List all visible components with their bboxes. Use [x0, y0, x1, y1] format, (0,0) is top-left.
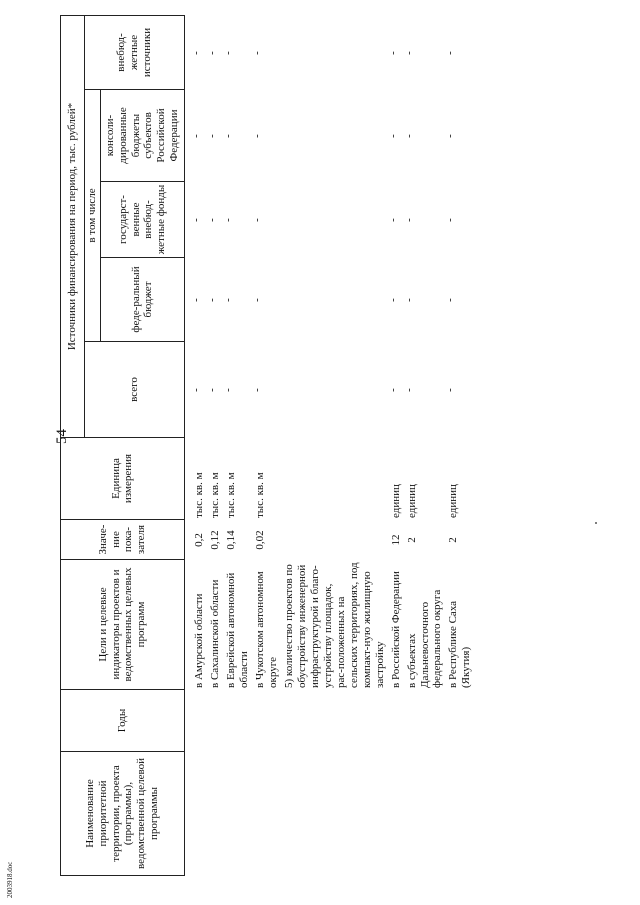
stray-dot — [595, 522, 597, 524]
page-number: 54 — [54, 429, 70, 444]
header-federal: феде-ральный бюджет — [100, 258, 184, 342]
header-incl: в том числе — [85, 90, 101, 342]
cell-regional: - — [221, 134, 234, 138]
cell-years — [387, 690, 403, 752]
cell-offbudget — [280, 16, 387, 90]
header-state-funds: государст-венные внебюд-жетные фонды — [100, 182, 184, 258]
cell-total — [280, 342, 387, 438]
cell-unit: тыс. кв. м — [208, 472, 221, 518]
cell-goal: в Еврейской автономной области — [224, 572, 250, 688]
cell-offbudget: - — [190, 51, 202, 55]
table-row — [222, 16, 251, 876]
cell-regional: - — [444, 134, 457, 138]
cell-total: - — [205, 388, 218, 392]
cell-unit — [280, 438, 387, 520]
header-name: Наименование приоритетной территории, проекта (программы), ведомственной целевой программы — [61, 752, 185, 876]
table-row — [280, 16, 387, 876]
cell-value: 0,02 — [253, 530, 266, 550]
cell-offbudget: - — [221, 51, 234, 55]
cell-goal: в субъектах Дальневосточного федерального округа — [405, 589, 444, 688]
cell-unit: единиц — [405, 484, 418, 518]
header-offbudget: внебюд-жетные источники — [85, 15, 185, 89]
table-row — [387, 16, 403, 876]
cell-name — [444, 752, 473, 876]
cell-name — [206, 752, 222, 876]
cell-value: 12 — [389, 534, 402, 546]
cell-years — [444, 690, 473, 752]
cell-federal: - — [190, 298, 202, 302]
cell-goal: в Чукотском автономном округе — [253, 571, 279, 688]
cell-unit: единиц — [389, 484, 402, 518]
cell-total: - — [250, 388, 263, 392]
cell-offbudget: - — [402, 51, 415, 55]
cell-total: - — [221, 388, 234, 392]
cell-unit: тыс. кв. м — [253, 472, 266, 518]
cell-value — [280, 520, 387, 560]
header-goals: Цели и целевые индикаторы проектов и ведомственных целевых программ — [61, 560, 185, 690]
cell-value: 0,12 — [208, 530, 221, 550]
header-value: Значе-ние пока-зателя — [61, 520, 185, 560]
cell-regional: - — [205, 134, 218, 138]
cell-unit: тыс. кв. м — [193, 472, 205, 518]
cell-unit: единиц — [447, 484, 460, 518]
cell-regional — [280, 90, 387, 182]
cell-goal: в Республике Саха (Якутия) — [447, 600, 473, 688]
cell-regional: - — [190, 134, 202, 138]
body-table — [190, 16, 473, 876]
cell-years — [222, 690, 251, 752]
cell-offbudget: - — [250, 51, 263, 55]
cell-total: - — [190, 388, 202, 392]
cell-federal: - — [205, 298, 218, 302]
cell-state-funds: - — [402, 218, 415, 222]
cell-total: - — [402, 388, 415, 392]
cell-state-funds: - — [444, 218, 457, 222]
cell-federal: - — [250, 298, 263, 302]
cell-years — [251, 690, 280, 752]
header-regional: консоли-дированные бюджеты субъектов Российской Федерации — [100, 90, 184, 182]
cell-years — [190, 690, 206, 752]
cell-value: 0,2 — [193, 533, 205, 547]
cell-name — [280, 752, 387, 876]
cell-value: 2 — [447, 537, 460, 543]
cell-state-funds: - — [250, 218, 263, 222]
cell-value: 2 — [405, 537, 418, 543]
header-table — [60, 15, 185, 876]
table-header-rotated — [60, 16, 182, 876]
table-row — [444, 16, 473, 876]
cell-federal: - — [402, 298, 415, 302]
cell-name — [251, 752, 280, 876]
cell-offbudget: - — [386, 51, 399, 55]
cell-state-funds: - — [190, 218, 202, 222]
cell-federal: - — [444, 298, 457, 302]
cell-state-funds: - — [205, 218, 218, 222]
cell-value: 0,14 — [224, 530, 237, 550]
cell-goal: в Сахалинской области — [208, 579, 221, 688]
cell-years — [206, 690, 222, 752]
cell-state-funds — [280, 182, 387, 258]
cell-name — [387, 752, 403, 876]
table-row — [251, 16, 280, 876]
cell-total: - — [444, 388, 457, 392]
cell-unit: тыс. кв. м — [224, 472, 237, 518]
cell-federal: - — [221, 298, 234, 302]
cell-years — [280, 690, 387, 752]
header-sources: Источники финансирования на период, тыс. рублей* — [61, 15, 85, 437]
cell-offbudget: - — [444, 51, 457, 55]
cell-regional: - — [386, 134, 399, 138]
cell-name — [403, 752, 445, 876]
cell-federal — [280, 258, 387, 342]
table-row — [206, 16, 222, 876]
cell-state-funds: - — [221, 218, 234, 222]
cell-goal: в Российской Федерации — [389, 571, 402, 688]
footer-filename: 2003918.doc — [6, 861, 14, 898]
header-total: всего — [85, 342, 185, 438]
table-row — [190, 16, 206, 876]
cell-goal: 5) количество проектов по обустройству инженерной инфраструктурой и благо-устройству площадок, рас-положенных на сельских территориях, под компакт-ную жилищную застройку — [282, 562, 386, 688]
cell-total: - — [386, 388, 399, 392]
header-years: Годы — [61, 690, 185, 752]
cell-offbudget: - — [205, 51, 218, 55]
cell-regional: - — [250, 134, 263, 138]
header-unit: Единица измерения — [61, 438, 185, 520]
cell-name — [190, 752, 206, 876]
cell-goal: в Амурской области — [193, 593, 205, 688]
table-row — [403, 16, 445, 876]
cell-state-funds: - — [386, 218, 399, 222]
cell-years — [403, 690, 445, 752]
cell-name — [222, 752, 251, 876]
cell-regional: - — [402, 134, 415, 138]
cell-federal: - — [386, 298, 399, 302]
